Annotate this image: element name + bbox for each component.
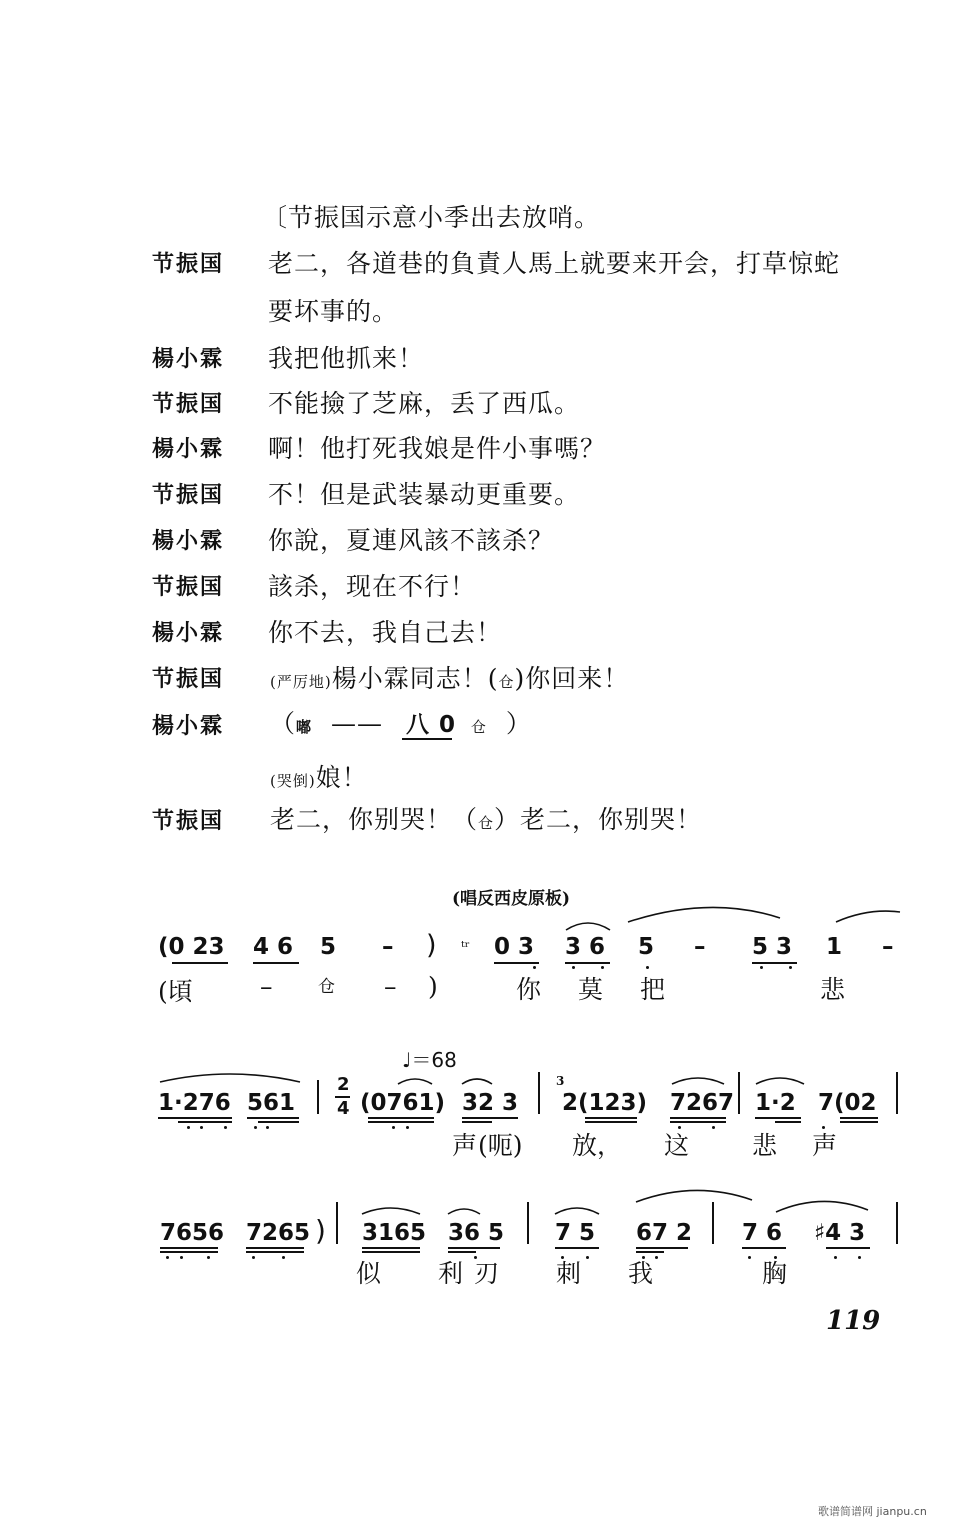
lyric: –	[260, 972, 273, 1001]
score-note: 1·2	[755, 1090, 796, 1116]
score-note: 0 3	[494, 934, 535, 960]
slur	[836, 911, 900, 922]
lyric: 刃	[474, 1259, 500, 1288]
dialogue-line: 老二，你别哭！（仓）老二，你别哭！	[270, 805, 703, 834]
dialogue-line: 該杀，现在不行！	[268, 572, 477, 601]
lyric: 你	[516, 975, 542, 1004]
slur	[672, 1078, 724, 1084]
speaker-label: 节振国	[152, 392, 225, 417]
score-note: 2(123)	[562, 1090, 648, 1116]
score-note: 7267	[670, 1090, 735, 1116]
slur	[362, 1208, 420, 1214]
speaker-label: 楊小霖	[152, 529, 225, 554]
speaker-label: 节振国	[152, 252, 225, 277]
lyric: 利	[438, 1259, 464, 1288]
score-note: ♯4 3	[814, 1220, 866, 1246]
slur	[756, 1078, 804, 1084]
lyric: 声	[452, 1131, 478, 1160]
slur	[448, 1209, 480, 1214]
lyric: 这	[664, 1131, 690, 1160]
score-note: (0761)	[360, 1090, 446, 1116]
lyric: 莫	[578, 975, 604, 1004]
score-note: 4 6	[253, 934, 294, 960]
speaker-label: 节振国	[152, 667, 225, 692]
grace-note: 3	[556, 1074, 565, 1088]
lyric: 放，	[572, 1131, 623, 1160]
page-number: 119	[826, 1306, 881, 1336]
dialogue-text: 娘！	[315, 763, 368, 792]
score-note: 3 6	[565, 934, 606, 960]
slur	[628, 907, 780, 922]
score-note: 7 5	[555, 1220, 596, 1246]
lyric: 声	[812, 1131, 838, 1160]
stage-note: (严厉地)	[270, 673, 332, 691]
score-note: 7 6	[742, 1220, 783, 1246]
speaker-label: 楊小霖	[152, 437, 225, 462]
score-note: 7656	[160, 1220, 225, 1246]
watermark-text: 歌谱简谱网 jianpu.cn	[818, 1505, 927, 1518]
dialogue-line: 不能撿了芝麻，丢了西瓜。	[268, 389, 581, 418]
lyric: 把	[640, 975, 666, 1004]
lyric: )	[428, 972, 438, 1001]
speaker-label: 节振国	[152, 809, 225, 834]
slur	[566, 923, 610, 930]
lyric: 我	[628, 1259, 654, 1288]
dialogue-line: 啊！他打死我娘是件小事嗎？	[268, 434, 607, 463]
score-note: 3165	[362, 1220, 427, 1246]
score-note: (0 23	[158, 934, 225, 960]
lyric: (頃	[158, 977, 193, 1006]
slur	[776, 1201, 868, 1212]
speaker-label: 楊小霖	[152, 621, 225, 646]
lyric: 悲	[752, 1131, 778, 1160]
dialogue-line: 不！但是武装暴动更重要。	[268, 480, 581, 509]
score-note: 561	[247, 1090, 296, 1116]
slur	[160, 1074, 300, 1082]
speaker-label: 楊小霖	[152, 714, 225, 739]
slur	[555, 1208, 599, 1214]
score-note: –	[882, 934, 894, 960]
score-note: 5 3	[752, 934, 793, 960]
score-note: 32 3	[462, 1090, 519, 1116]
score-note: 1	[826, 934, 843, 960]
slur	[462, 1079, 492, 1084]
lyric: 仓	[318, 977, 335, 997]
lyric: 悲	[820, 975, 846, 1004]
dialogue-text: 楊小霖同志！(	[331, 664, 499, 693]
score-note: 67 2	[636, 1220, 693, 1246]
speaker-label: 节振国	[152, 483, 225, 508]
dialogue-line: 你不去，我自己去！	[268, 618, 503, 647]
score-note: 1·276	[158, 1090, 231, 1116]
score-note: 5	[638, 934, 655, 960]
score-note: –	[694, 934, 706, 960]
time-signature-bottom: 4	[337, 1098, 350, 1119]
lyric: 胸	[762, 1259, 788, 1288]
trill-mark: ᵗʳ	[461, 938, 470, 956]
score-note: 7(02	[818, 1090, 877, 1116]
dialogue-line: 要坏事的。	[268, 297, 399, 326]
tempo-mark: ♩＝68	[402, 1048, 457, 1072]
score-note: )	[315, 1214, 326, 1247]
lyric: (呃)	[478, 1131, 523, 1160]
stage-note: (哭倒)	[270, 772, 316, 790]
dialogue-text: 老二，你别哭！	[270, 805, 453, 834]
slur	[636, 1190, 752, 1202]
beat-notes: 八 0	[405, 712, 456, 738]
score-note: 7265	[246, 1220, 311, 1246]
aria-heading: (唱反西皮原板)	[452, 889, 571, 909]
time-signature-top: 2	[337, 1074, 350, 1095]
score-note: –	[382, 934, 394, 960]
percussion-line: （嘟 —— 八 0 仓 ）	[270, 709, 532, 738]
stage-direction: 〔节振国示意小季出去放哨。	[262, 203, 601, 232]
dialogue-text: )你回来！	[514, 664, 630, 693]
speaker-label: 楊小霖	[152, 347, 225, 372]
dialogue-line: 老二，各道巷的負責人馬上就要来开会，打草惊蛇	[268, 249, 841, 278]
lyric: 似	[356, 1259, 382, 1288]
dialogue-line: 你說，夏連风該不該杀？	[268, 526, 555, 555]
gong-mark: 仓	[498, 673, 515, 691]
score-note: )	[426, 930, 437, 961]
lyric: 刺	[556, 1259, 582, 1288]
lyric: –	[384, 972, 397, 1001]
score-note: 36 5	[448, 1220, 505, 1246]
gong-mark: 仓	[478, 814, 495, 832]
score-note: 5	[320, 934, 337, 960]
slur	[398, 1079, 432, 1084]
dialogue-text: ）老二，你别哭！	[494, 805, 703, 834]
speaker-label: 节振国	[152, 575, 225, 600]
dialogue-line: 我把他抓来！	[268, 344, 425, 373]
